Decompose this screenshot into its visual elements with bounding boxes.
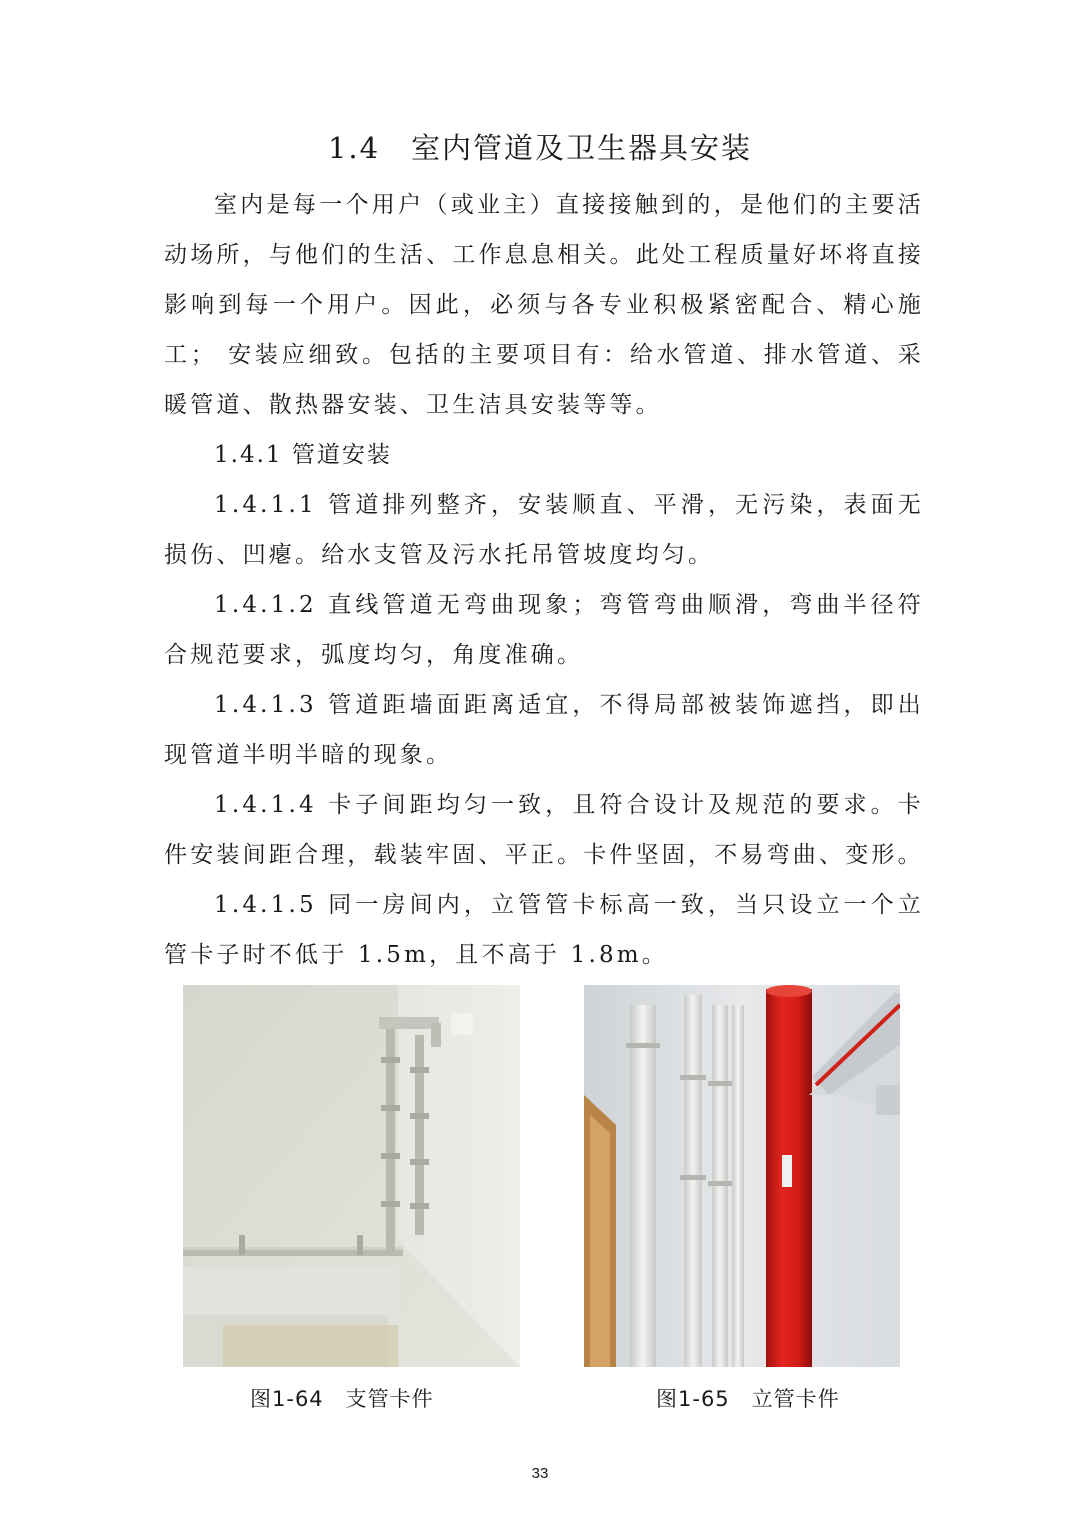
riser-pipe-clamp-photo <box>584 985 900 1367</box>
figure-caption-text: 支管卡件 <box>345 1387 434 1411</box>
figure-caption-text: 立管卡件 <box>751 1387 840 1411</box>
subsection-title: 1.4.1 管道安装 <box>214 442 392 468</box>
figure-caption-1-64 <box>250 1384 434 1414</box>
figure-number: 图1-65 <box>656 1387 730 1411</box>
clause-1-4-1-2: 1.4.1.2 直线管道无弯曲现象；弯管弯曲顺滑，弯曲半径符合规范要求，弧度均匀，角度准确。 <box>164 592 924 668</box>
clause-1-4-1-1: 1.4.1.1 管道排列整齐，安装顺直、平滑，无污染，表面无损伤、凹瘪。给水支管及污水托吊管坡度均匀。 <box>164 492 924 568</box>
branch-pipe-clamp-photo <box>183 985 520 1367</box>
clause-1-4-1-5: 1.4.1.5 同一房间内，立管管卡标高一致，当只设立一个立管卡子时不低于 1.5m，且不高于 1.8m。 <box>164 892 924 968</box>
clause-1-4-1-4: 1.4.1.4 卡子间距均匀一致，且符合设计及规范的要求。卡件安装间距合理，载装牢固、平正。卡件坚固，不易弯曲、变形。 <box>164 792 924 868</box>
figure-number: 图1-64 <box>250 1387 324 1411</box>
page-number: 33 <box>531 1465 549 1482</box>
section-title: 1.4 室内管道及卫生器具安装 <box>327 131 753 165</box>
clause-1-4-1-3: 1.4.1.3 管道距墙面距离适宜，不得局部被装饰遮挡，即出现管道半明半暗的现象。 <box>164 692 924 768</box>
figure-caption-1-65 <box>656 1384 840 1414</box>
intro-paragraph: 室内是每一个用户（或业主）直接接触到的，是他们的主要活动场所，与他们的生活、工作息息相关。此处工程质量好坏将直接影响到每一个用户。因此，必须与各专业积极紧密配合、精心施工； 安装应细致。包括的主要项目有：给水管道、排水管道、采暖管道、散热器安装、卫生洁具安装等等。 <box>164 192 924 418</box>
